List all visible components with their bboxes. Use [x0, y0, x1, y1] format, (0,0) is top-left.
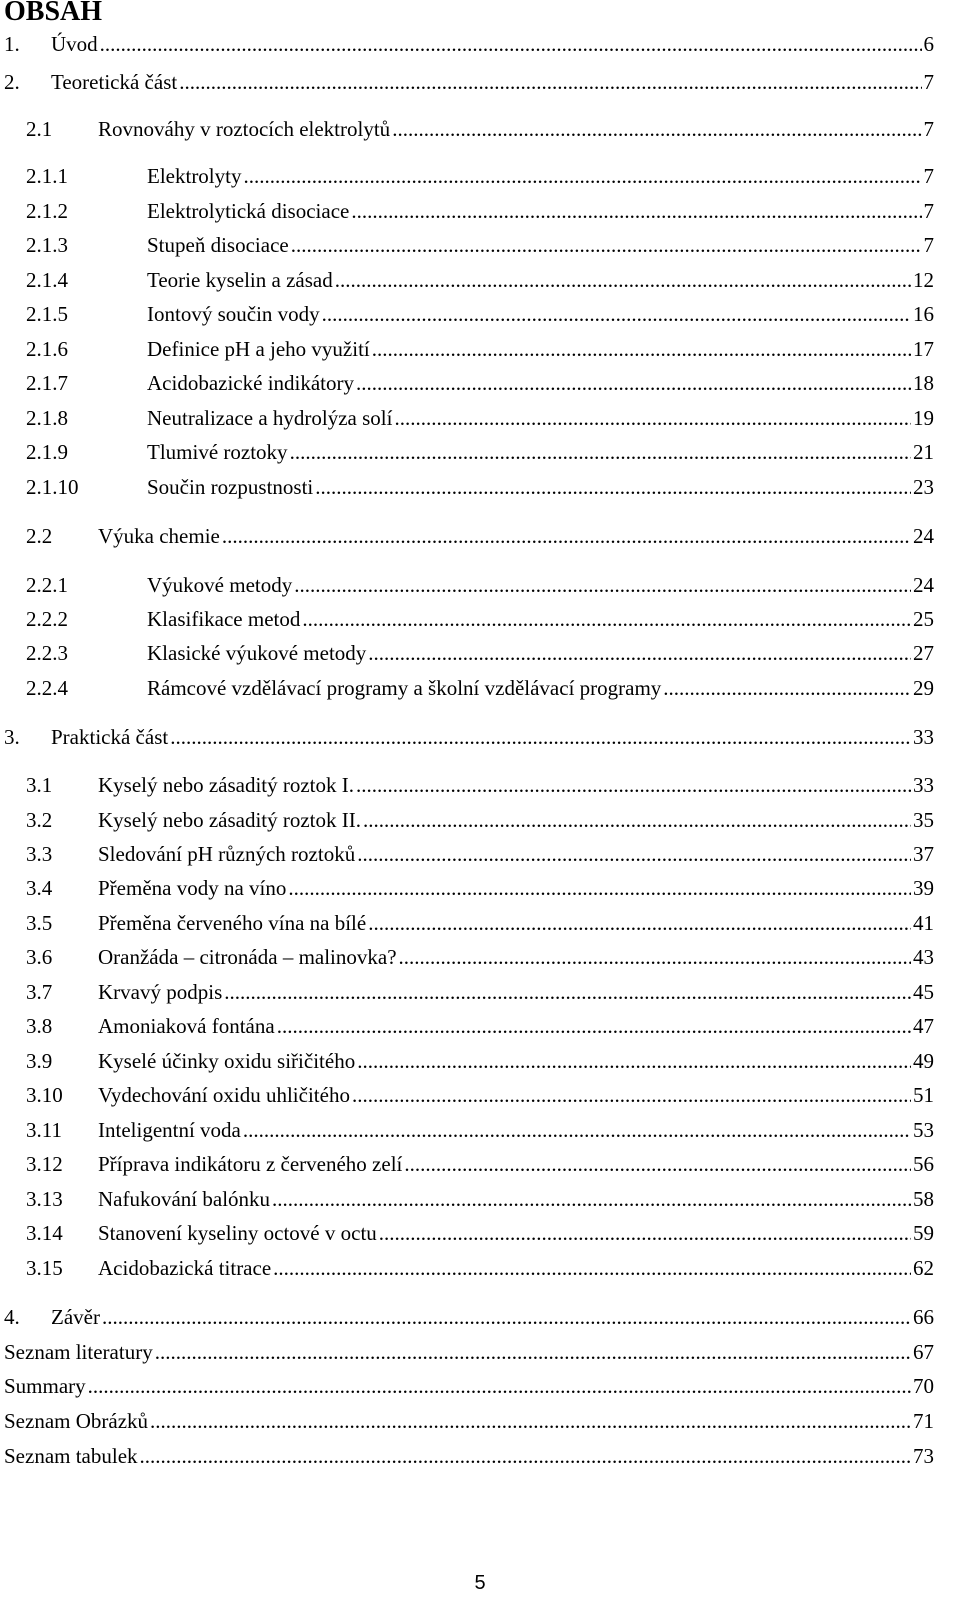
dot-leader: [179, 70, 921, 95]
dot-leader: [170, 725, 911, 750]
toc-entry-page: 67: [913, 1340, 934, 1364]
toc-entry-label: Krvavý podpis: [98, 980, 223, 1004]
toc-entry-label: Závěr: [51, 1305, 100, 1329]
toc-entry-number: 3.3: [26, 842, 53, 866]
toc-entry[interactable]: [26, 1014, 934, 1044]
toc-entry-number: 2.1: [26, 117, 53, 141]
toc-entry-label: Teorie kyselin a zásad: [147, 268, 333, 292]
toc-entry-number: 2.1.3: [26, 233, 68, 257]
toc-entry-page: 43: [913, 945, 934, 969]
dot-leader: [368, 641, 911, 666]
toc-entry-number: 2.2.4: [26, 676, 68, 700]
dot-leader: [392, 117, 921, 142]
dot-leader: [363, 808, 911, 833]
toc-entry[interactable]: [26, 573, 934, 603]
dot-leader: [335, 268, 911, 293]
dot-leader: [357, 842, 911, 867]
page-number: 5: [474, 1572, 486, 1594]
dot-leader: [357, 1049, 911, 1074]
toc-entry-page: 27: [913, 641, 934, 665]
toc-entry-page: 56: [913, 1152, 934, 1176]
toc-entry-number: 2.1.2: [26, 199, 68, 223]
toc-entry[interactable]: [26, 876, 934, 906]
toc-entry-page: 12: [913, 268, 934, 292]
toc-entry[interactable]: [26, 164, 934, 194]
toc-entry-number: 3.4: [26, 876, 53, 900]
toc-entry-number: 3.5: [26, 911, 53, 935]
toc-entry[interactable]: [26, 199, 934, 229]
dot-leader: [222, 524, 911, 549]
toc-entry-label: Seznam tabulek: [4, 1444, 138, 1468]
toc-entry-page: 17: [913, 337, 934, 361]
toc-entry-label: Stanovení kyseliny octové v octu: [98, 1221, 377, 1245]
toc-entry-number: 2.2.3: [26, 641, 68, 665]
toc-entry-label: Rovnováhy v roztocích elektrolytů: [98, 117, 391, 141]
toc-entry[interactable]: [4, 1374, 934, 1404]
toc-entry-page: 51: [913, 1083, 934, 1107]
toc-entry-label: Amoniaková fontána: [98, 1014, 275, 1038]
toc-entry-page: 24: [913, 524, 934, 548]
dot-leader: [224, 980, 911, 1005]
toc-entry-page: 49: [913, 1049, 934, 1073]
toc-entry-number: 2.2.2: [26, 607, 68, 631]
dot-leader: [243, 1118, 911, 1143]
toc-entry[interactable]: [4, 1409, 934, 1439]
dot-leader: [356, 371, 911, 396]
toc-entry[interactable]: [26, 1221, 934, 1251]
toc-entry[interactable]: [26, 268, 934, 298]
dot-leader: [155, 1340, 911, 1365]
toc-entry-page: 70: [913, 1374, 934, 1398]
toc-entry-label: Vydechování oxidu uhličitého: [98, 1083, 350, 1107]
toc-entry-number: 4.: [4, 1305, 20, 1329]
toc-entry-label: Přeměna červeného vína na bílé: [98, 911, 367, 935]
toc-entry[interactable]: [26, 1118, 934, 1148]
toc-entry-label: Kyselé účinky oxidu siřičitého: [98, 1049, 356, 1073]
toc-entry[interactable]: [4, 1444, 934, 1474]
toc-entry[interactable]: [26, 117, 934, 147]
dot-leader: [372, 337, 911, 362]
toc-entry-page: 62: [913, 1256, 934, 1280]
toc-entry[interactable]: [26, 337, 934, 367]
toc-entry-label: Acidobazické indikátory: [147, 371, 355, 395]
dot-leader: [404, 1152, 911, 1177]
dot-leader: [288, 876, 911, 901]
toc-entry[interactable]: [26, 371, 934, 401]
dot-leader: [102, 1305, 911, 1330]
toc-entry-page: 7: [923, 164, 934, 188]
toc-entry-page: 19: [913, 406, 934, 430]
toc-entry-number: 3.8: [26, 1014, 53, 1038]
toc-entry-number: 3.9: [26, 1049, 53, 1073]
toc-entry-label: Tlumivé roztoky: [147, 440, 288, 464]
toc-entry-number: 3.15: [26, 1256, 63, 1280]
toc-entry-number: 2.1.4: [26, 268, 68, 292]
dot-leader: [399, 945, 911, 970]
toc-entry-page: 21: [913, 440, 934, 464]
toc-entry-page: 16: [913, 302, 934, 326]
dot-leader: [290, 440, 911, 465]
toc-entry-page: 59: [913, 1221, 934, 1245]
toc-entry-page: 41: [913, 911, 934, 935]
toc-entry-label: Oranžáda – citronáda – malinovka?: [98, 945, 397, 969]
toc-entry[interactable]: [26, 842, 934, 872]
toc-entry-number: 2.1.9: [26, 440, 68, 464]
toc-entry-number: 2.1.5: [26, 302, 68, 326]
toc-entry-number: 3.1: [26, 773, 53, 797]
toc-entry-number: 2.1.8: [26, 406, 68, 430]
toc-entry-label: Kyselý nebo zásaditý roztok I.: [98, 773, 355, 797]
dot-leader: [352, 1083, 911, 1108]
toc-entry-page: 33: [913, 773, 934, 797]
toc-entry-label: Iontový součin vody: [147, 302, 320, 326]
toc-entry-page: 35: [913, 808, 934, 832]
toc-entry-page: 58: [913, 1187, 934, 1211]
dot-leader: [294, 573, 911, 598]
toc-entry[interactable]: [26, 1152, 934, 1182]
toc-entry[interactable]: [26, 773, 934, 803]
toc-entry-page: 53: [913, 1118, 934, 1142]
toc-entry-number: 3.2: [26, 808, 53, 832]
toc-entry-page: 39: [913, 876, 934, 900]
toc-entry-label: Seznam Obrázků: [4, 1409, 149, 1433]
toc-entry[interactable]: [4, 725, 934, 755]
toc-entry-page: 47: [913, 1014, 934, 1038]
toc-entry-number: 3.7: [26, 980, 53, 1004]
toc-entry-label: Výukové metody: [147, 573, 293, 597]
toc-entry[interactable]: [4, 70, 934, 100]
toc-entry[interactable]: [26, 440, 934, 470]
toc-entry-number: 2.1.1: [26, 164, 68, 188]
dot-leader: [663, 676, 911, 701]
toc-entry[interactable]: [26, 676, 934, 706]
toc-entry-label: Úvod: [51, 32, 98, 56]
toc-entry-page: 33: [913, 725, 934, 749]
dot-leader: [277, 1014, 911, 1039]
dot-leader: [88, 1374, 911, 1399]
toc-entry[interactable]: [26, 406, 934, 436]
toc-entry[interactable]: [26, 302, 934, 332]
dot-leader: [100, 32, 922, 57]
toc-entry[interactable]: [26, 524, 934, 554]
toc-entry-label: Praktická část: [51, 725, 169, 749]
toc-entry-number: 2.1.7: [26, 371, 68, 395]
toc-entry-number: 1.: [4, 32, 20, 56]
toc-entry-label: Výuka chemie: [98, 524, 220, 548]
toc-entry-label: Stupeň disociace: [147, 233, 289, 257]
dot-leader: [272, 1187, 911, 1212]
dot-leader: [368, 911, 911, 936]
toc-entry-page: 66: [913, 1305, 934, 1329]
toc-entry[interactable]: [26, 1187, 934, 1217]
toc-entry-number: 3.14: [26, 1221, 63, 1245]
toc-entry[interactable]: [26, 233, 934, 263]
dot-leader: [243, 164, 921, 189]
toc-entry[interactable]: [26, 641, 934, 671]
toc-entry-label: Teoretická část: [51, 70, 178, 94]
toc-entry-page: 71: [913, 1409, 934, 1433]
toc-entry-page: 7: [923, 199, 934, 223]
toc-entry-label: Elektrolyty: [147, 164, 242, 188]
toc-entry[interactable]: [26, 1256, 934, 1286]
toc-entry-page: 7: [923, 233, 934, 257]
dot-leader: [140, 1444, 911, 1469]
toc-entry-label: Přeměna vody na víno: [98, 876, 287, 900]
toc-entry-number: 2.2: [26, 524, 53, 548]
toc-entry-number: 3.11: [26, 1118, 62, 1142]
toc-entry-number: 3.6: [26, 945, 53, 969]
dot-leader: [302, 607, 911, 632]
toc-title: OBSAH: [4, 0, 103, 27]
toc-entry-page: 7: [923, 117, 934, 141]
toc-entry-number: 2.: [4, 70, 20, 94]
toc-entry[interactable]: [26, 475, 934, 505]
toc-entry-label: Elektrolytická disociace: [147, 199, 350, 223]
toc-entry-label: Nafukování balónku: [98, 1187, 271, 1211]
toc-entry-page: 29: [913, 676, 934, 700]
toc-entry-label: Součin rozpustnosti: [147, 475, 314, 499]
dot-leader: [273, 1256, 911, 1281]
toc-entry-page: 18: [913, 371, 934, 395]
toc-entry-page: 7: [923, 70, 934, 94]
toc-entry-label: Inteligentní voda: [98, 1118, 241, 1142]
toc-entry-page: 24: [913, 573, 934, 597]
toc-entry-number: 3.12: [26, 1152, 63, 1176]
toc-entry-label: Acidobazická titrace: [98, 1256, 272, 1280]
toc-entry-page: 73: [913, 1444, 934, 1468]
toc-entry-label: Summary: [4, 1374, 86, 1398]
toc-entry[interactable]: [4, 32, 934, 62]
toc-entry-page: 45: [913, 980, 934, 1004]
dot-leader: [356, 773, 911, 798]
toc-entry[interactable]: [26, 945, 934, 975]
toc-entry-page: 25: [913, 607, 934, 631]
toc-entry-number: 2.2.1: [26, 573, 68, 597]
toc-entry-label: Rámcové vzdělávací programy a školní vzdělávací programy: [147, 676, 662, 700]
dot-leader: [315, 475, 911, 500]
toc-entry[interactable]: [26, 1083, 934, 1113]
toc-entry-number: 3.13: [26, 1187, 63, 1211]
toc-entry[interactable]: [4, 1340, 934, 1370]
toc-entry-number: 3.: [4, 725, 20, 749]
toc-entry[interactable]: [26, 808, 934, 838]
toc-entry-page: 23: [913, 475, 934, 499]
toc-entry-number: 2.1.6: [26, 337, 68, 361]
dot-leader: [379, 1221, 911, 1246]
toc-entry-number: 2.1.10: [26, 475, 79, 499]
toc-entry-label: Kyselý nebo zásaditý roztok II.: [98, 808, 362, 832]
dot-leader: [351, 199, 921, 224]
toc-entry[interactable]: [26, 911, 934, 941]
dot-leader: [322, 302, 911, 327]
toc-entry-label: Klasické výukové metody: [147, 641, 367, 665]
toc-entry[interactable]: [26, 1049, 934, 1079]
toc-entry[interactable]: [4, 1305, 934, 1335]
dot-leader: [150, 1409, 911, 1434]
toc-entry-page: 37: [913, 842, 934, 866]
toc-entry-label: Definice pH a jeho využití: [147, 337, 370, 361]
dot-leader: [394, 406, 911, 431]
toc-entry-label: Klasifikace metod: [147, 607, 301, 631]
dot-leader: [291, 233, 922, 258]
toc-entry[interactable]: [26, 607, 934, 637]
toc-entry-label: Seznam literatury: [4, 1340, 153, 1364]
toc-entry-page: 6: [923, 32, 934, 56]
toc-entry-label: Neutralizace a hydrolýza solí: [147, 406, 393, 430]
toc-entry-label: Sledování pH různých roztoků: [98, 842, 356, 866]
toc-entry-label: Příprava indikátoru z červeného zelí: [98, 1152, 403, 1176]
toc-entry[interactable]: [26, 980, 934, 1010]
toc-entry-number: 3.10: [26, 1083, 63, 1107]
